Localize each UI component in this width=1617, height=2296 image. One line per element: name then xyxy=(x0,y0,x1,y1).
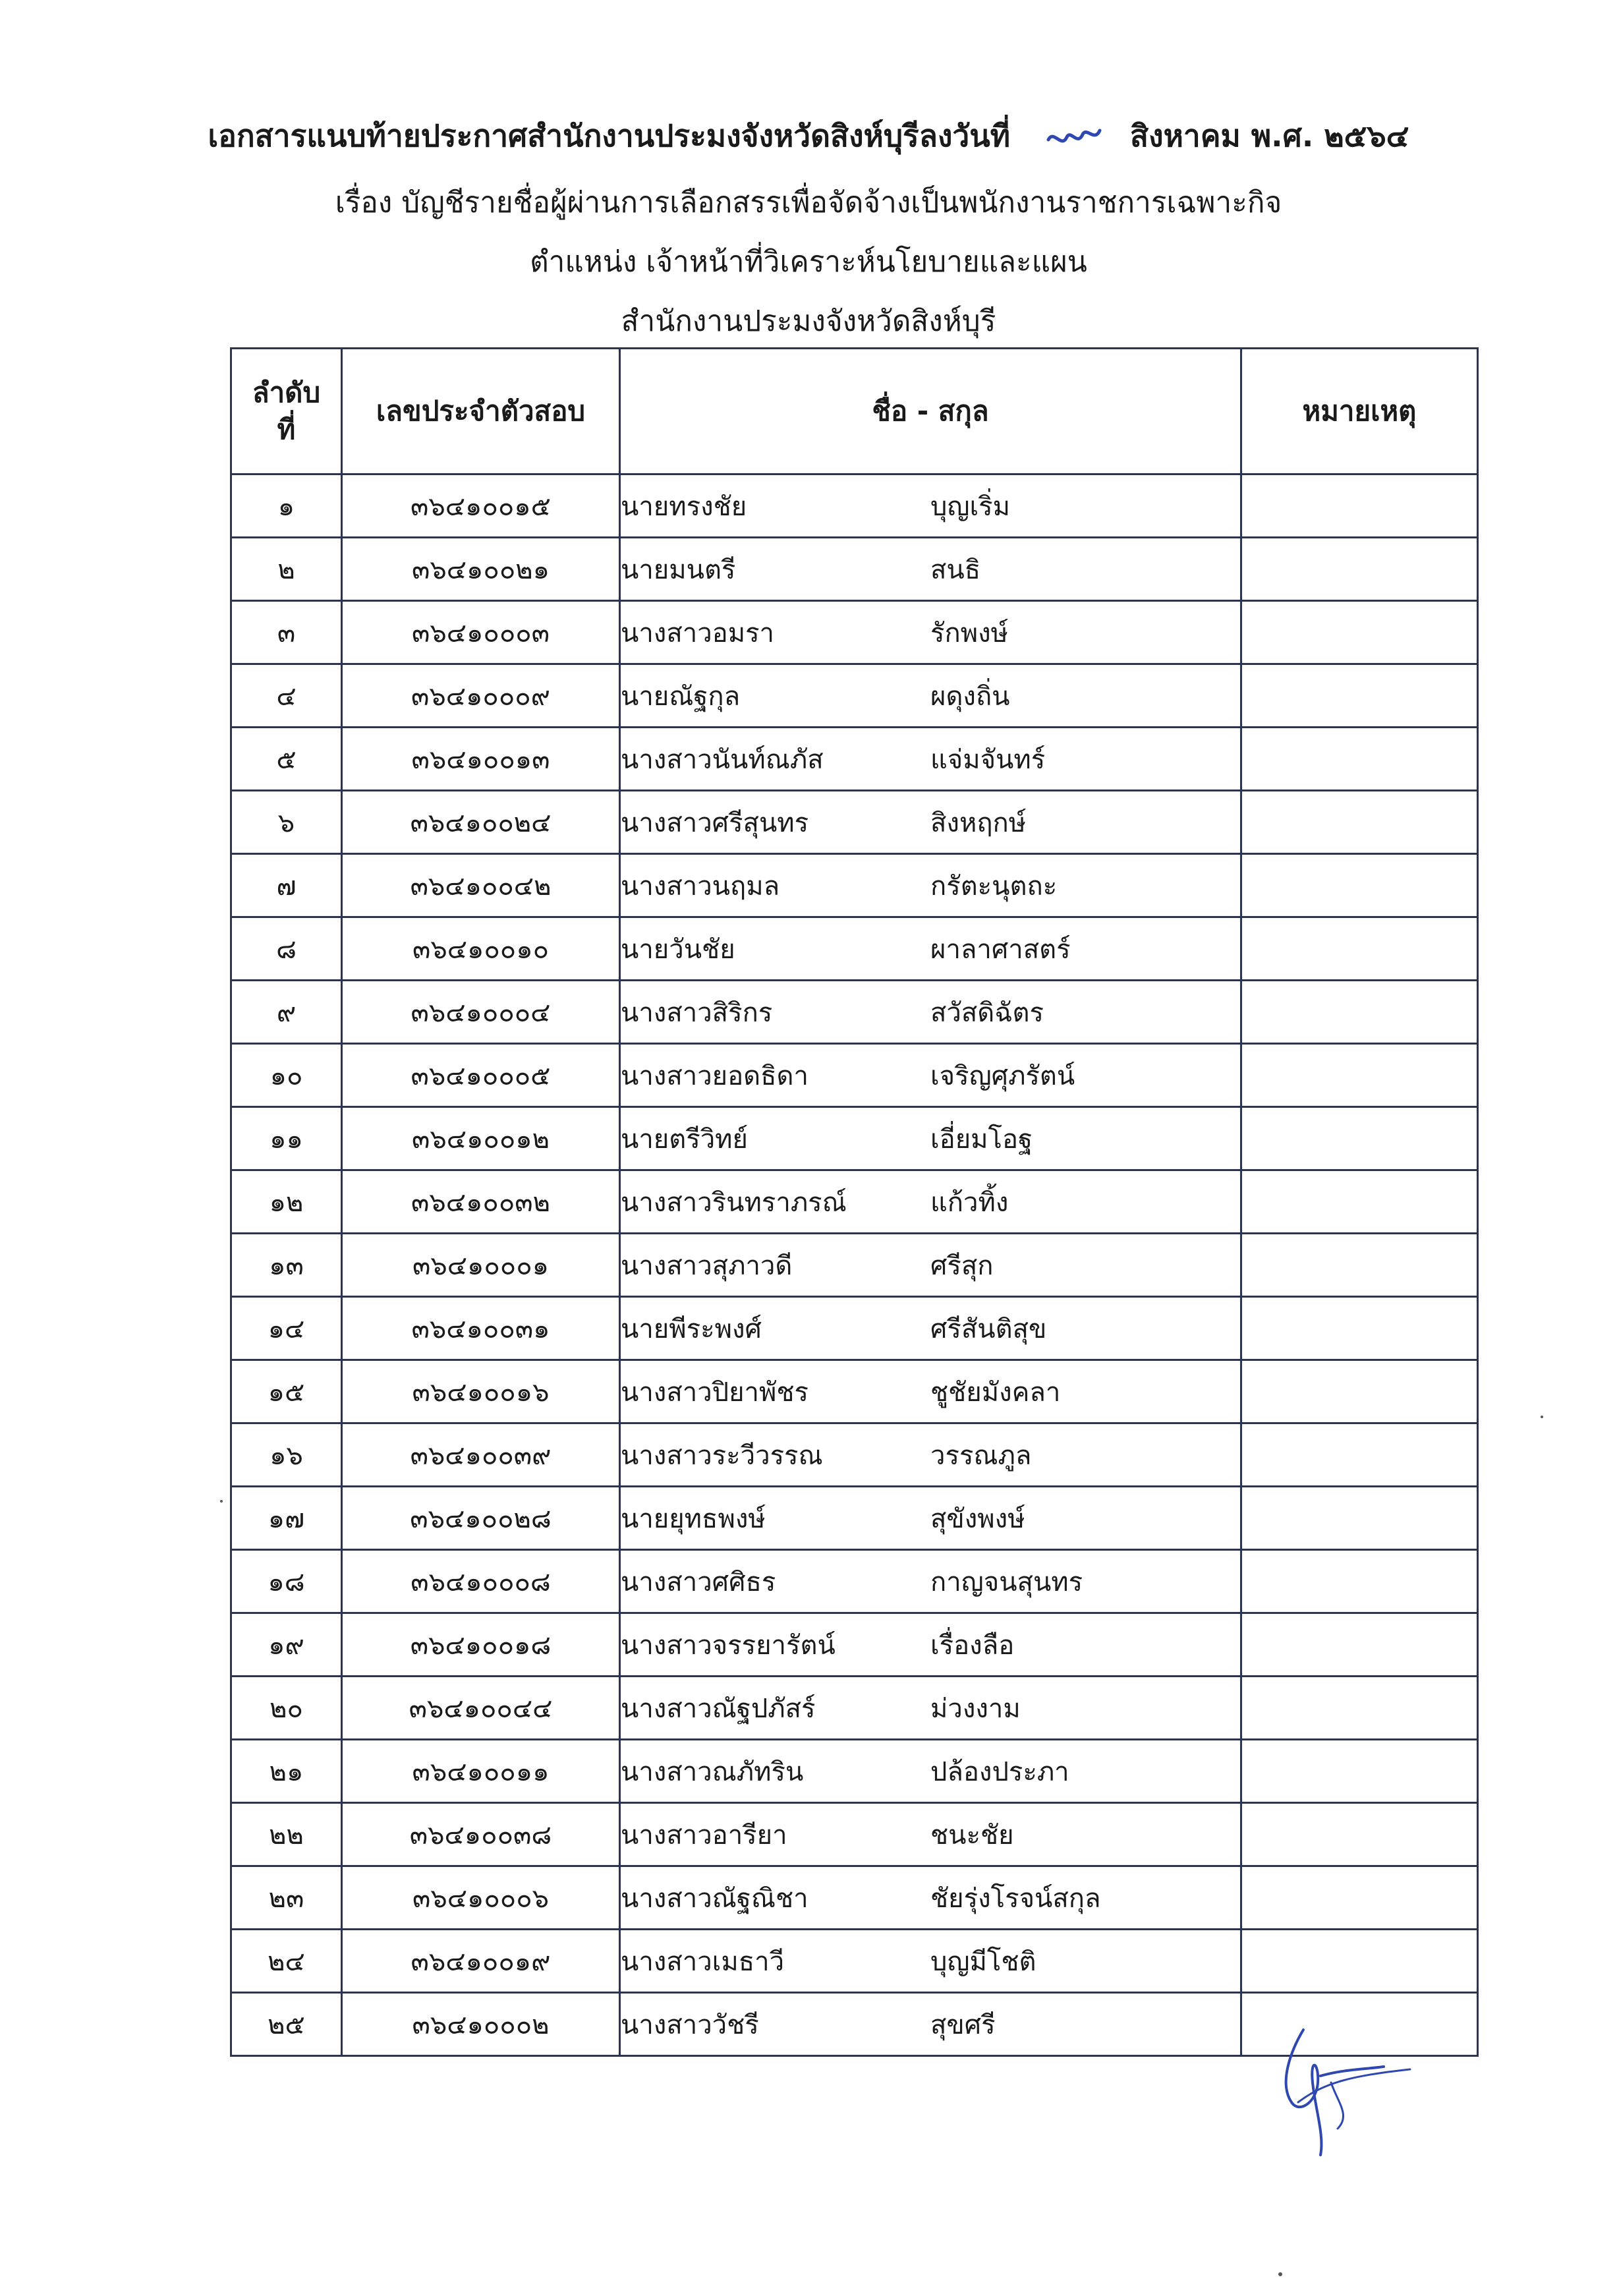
last-name: เอี่ยมโอฐ xyxy=(930,1124,1033,1155)
remark xyxy=(1241,1297,1478,1360)
exam-id: ๓๖๔๑๐๐๑๖ xyxy=(342,1360,620,1423)
table-row xyxy=(231,1234,1478,1297)
table-row xyxy=(231,791,1478,854)
candidate-name xyxy=(620,791,1241,854)
first-name: นางสาวณัฐปภัสร์ xyxy=(621,1693,816,1724)
first-name: นางสาวณัฐณิชา xyxy=(621,1883,808,1914)
first-name: นางสาวเมธาวี xyxy=(621,1946,785,1977)
first-name: นางสาวอารียา xyxy=(621,1820,787,1851)
remark xyxy=(1241,538,1478,601)
table-row xyxy=(231,1930,1478,1993)
remark xyxy=(1241,1740,1478,1803)
row-number: ๒๐ xyxy=(231,1677,342,1740)
row-number: ๙ xyxy=(231,981,342,1044)
table-row xyxy=(231,917,1478,981)
header-exam-id: เลขประจำตัวสอบ xyxy=(342,349,620,474)
scan-speck xyxy=(1541,1416,1543,1418)
candidate-name xyxy=(620,1423,1241,1487)
table-row xyxy=(231,1487,1478,1550)
row-number: ๕ xyxy=(231,728,342,791)
exam-id: ๓๖๔๑๐๐๔๒ xyxy=(342,854,620,917)
row-number: ๑๒ xyxy=(231,1170,342,1234)
first-name: นางสาวศรีสุนทร xyxy=(621,807,809,838)
first-name: นางสาวปิยาพัชร xyxy=(621,1377,808,1408)
row-number: ๓ xyxy=(231,601,342,664)
title-prefix: เอกสารแนบท้ายประกาศสำนักงานประมงจังหวัดสิงห์บุรีลงวันที่ xyxy=(208,118,1011,154)
exam-id: ๓๖๔๑๐๐๓๘ xyxy=(342,1803,620,1866)
remark xyxy=(1241,1234,1478,1297)
handwritten-day-mark xyxy=(1044,120,1104,159)
remark xyxy=(1241,474,1478,538)
last-name: ปล้องประภา xyxy=(930,1756,1069,1787)
first-name: นางสาวจรรยารัตน์ xyxy=(621,1630,836,1661)
remark xyxy=(1241,791,1478,854)
exam-id: ๓๖๔๑๐๐๒๑ xyxy=(342,538,620,601)
candidate-name xyxy=(620,1866,1241,1930)
exam-id: ๓๖๔๑๐๐๐๒ xyxy=(342,1993,620,2056)
last-name: ชนะชัย xyxy=(930,1820,1014,1851)
office-name: สำนักงานประมงจังหวัดสิงห์บุรี xyxy=(621,304,996,338)
candidate-name xyxy=(620,1487,1241,1550)
row-number: ๑ xyxy=(231,474,342,538)
exam-id: ๓๖๔๑๐๐๓๙ xyxy=(342,1423,620,1487)
signature xyxy=(1252,2003,1423,2162)
exam-id: ๓๖๔๑๐๐๓๒ xyxy=(342,1170,620,1234)
last-name: ชัยรุ่งโรจน์สกุล xyxy=(930,1883,1101,1914)
first-name: นางสาวสุภาวดี xyxy=(621,1250,793,1281)
table-row xyxy=(231,1423,1478,1487)
first-name: นางสาวศศิธร xyxy=(621,1566,776,1597)
exam-id: ๓๖๔๑๐๐๐๑ xyxy=(342,1234,620,1297)
candidate-table xyxy=(230,347,1479,2057)
row-number: ๘ xyxy=(231,917,342,981)
exam-id: ๓๖๔๑๐๐๐๓ xyxy=(342,601,620,664)
first-name: นางสาวยอดธิดา xyxy=(621,1060,808,1091)
row-number: ๒ xyxy=(231,538,342,601)
remark xyxy=(1241,601,1478,664)
table-header-row xyxy=(231,349,1478,474)
last-name: บุญมีโชติ xyxy=(930,1946,1036,1977)
first-name: นางสาวสิริกร xyxy=(621,997,773,1028)
last-name: สุขศรี xyxy=(930,2009,996,2040)
scan-speck xyxy=(1278,2272,1282,2276)
exam-id: ๓๖๔๑๐๐๑๘ xyxy=(342,1613,620,1677)
last-name: ผาลาศาสตร์ xyxy=(930,934,1071,965)
header-order-line1: ลำดับ xyxy=(252,376,321,409)
row-number: ๑๔ xyxy=(231,1297,342,1360)
row-number: ๒๓ xyxy=(231,1866,342,1930)
table-row xyxy=(231,1613,1478,1677)
candidate-name xyxy=(620,981,1241,1044)
exam-id: ๓๖๔๑๐๐๑๐ xyxy=(342,917,620,981)
first-name: นางสาวรินทราภรณ์ xyxy=(621,1187,847,1218)
exam-id: ๓๖๔๑๐๐๐๕ xyxy=(342,1044,620,1107)
exam-id: ๓๖๔๑๐๐๑๒ xyxy=(342,1107,620,1170)
header-name: ชื่อ - สกุล xyxy=(620,349,1241,474)
remark xyxy=(1241,1487,1478,1550)
candidate-name xyxy=(620,854,1241,917)
first-name: นางสาวนฤมล xyxy=(621,871,780,902)
candidate-name xyxy=(620,1234,1241,1297)
table-row xyxy=(231,1360,1478,1423)
table-row xyxy=(231,1044,1478,1107)
table-row xyxy=(231,474,1478,538)
first-name: นางสาววัชรี xyxy=(621,2009,759,2040)
table-row xyxy=(231,1170,1478,1234)
remark xyxy=(1241,1107,1478,1170)
exam-id: ๓๖๔๑๐๐๐๙ xyxy=(342,664,620,728)
position-title: ตำแหน่ง เจ้าหน้าที่วิเคราะห์นโยบายและแผน xyxy=(530,245,1087,279)
row-number: ๒๕ xyxy=(231,1993,342,2056)
row-number: ๑๙ xyxy=(231,1613,342,1677)
last-name: รักพงษ์ xyxy=(930,617,1008,648)
last-name: ศรีสันติสุข xyxy=(930,1313,1047,1344)
first-name: นายวันชัย xyxy=(621,934,735,965)
candidate-name xyxy=(620,1044,1241,1107)
row-number: ๔ xyxy=(231,664,342,728)
exam-id: ๓๖๔๑๐๐๓๑ xyxy=(342,1297,620,1360)
row-number: ๗ xyxy=(231,854,342,917)
remark xyxy=(1241,1170,1478,1234)
last-name: สุขังพงษ์ xyxy=(930,1503,1025,1534)
last-name: วรรณภูล xyxy=(930,1440,1032,1471)
last-name: แก้วทิ้ง xyxy=(930,1187,1009,1218)
first-name: นางสาวนันท์ณภัส xyxy=(621,744,824,775)
remark xyxy=(1241,1866,1478,1930)
remark xyxy=(1241,981,1478,1044)
first-name: นายตรีวิทย์ xyxy=(621,1124,748,1155)
row-number: ๑๗ xyxy=(231,1487,342,1550)
row-number: ๑๘ xyxy=(231,1550,342,1613)
remark xyxy=(1241,1423,1478,1487)
candidate-name xyxy=(620,1993,1241,2056)
scan-speck xyxy=(220,1500,223,1503)
remark xyxy=(1241,1360,1478,1423)
row-number: ๖ xyxy=(231,791,342,854)
candidate-name xyxy=(620,1550,1241,1613)
row-number: ๑๕ xyxy=(231,1360,342,1423)
exam-id: ๓๖๔๑๐๐๐๔ xyxy=(342,981,620,1044)
table-row xyxy=(231,1803,1478,1866)
remark xyxy=(1241,728,1478,791)
last-name: เจริญศุภรัตน์ xyxy=(930,1060,1075,1091)
row-number: ๒๔ xyxy=(231,1930,342,1993)
row-number: ๑๓ xyxy=(231,1234,342,1297)
table-row xyxy=(231,664,1478,728)
remark xyxy=(1241,854,1478,917)
table-row xyxy=(231,1297,1478,1360)
last-name: เรื่องลือ xyxy=(930,1630,1015,1661)
first-name: นางสาวอมรา xyxy=(621,617,775,648)
candidate-name xyxy=(620,601,1241,664)
row-number: ๒๑ xyxy=(231,1740,342,1803)
row-number: ๑๑ xyxy=(231,1107,342,1170)
remark xyxy=(1241,1803,1478,1866)
first-name: นายทรงชัย xyxy=(621,491,747,522)
candidate-name xyxy=(620,664,1241,728)
remark xyxy=(1241,1550,1478,1613)
remark xyxy=(1241,1044,1478,1107)
candidate-name xyxy=(620,1107,1241,1170)
last-name: สวัสดิฉัตร xyxy=(930,997,1044,1028)
table-row xyxy=(231,601,1478,664)
exam-id: ๓๖๔๑๐๐๒๔ xyxy=(342,791,620,854)
table-row xyxy=(231,538,1478,601)
remark xyxy=(1241,1677,1478,1740)
candidate-name xyxy=(620,1930,1241,1993)
candidate-name xyxy=(620,1297,1241,1360)
last-name: ศรีสุก xyxy=(930,1250,994,1281)
exam-id: ๓๖๔๑๐๐๒๘ xyxy=(342,1487,620,1550)
header-remark: หมายเหตุ xyxy=(1241,349,1478,474)
header-order xyxy=(231,349,342,474)
exam-id: ๓๖๔๑๐๐๑๕ xyxy=(342,474,620,538)
candidate-name xyxy=(620,1170,1241,1234)
row-number: ๑๐ xyxy=(231,1044,342,1107)
table-row xyxy=(231,1550,1478,1613)
first-name: นางสาวระวีวรรณ xyxy=(621,1440,823,1471)
last-name: สิงหฤกษ์ xyxy=(930,807,1027,838)
candidate-name xyxy=(620,1740,1241,1803)
exam-id: ๓๖๔๑๐๐๐๘ xyxy=(342,1550,620,1613)
remark xyxy=(1241,664,1478,728)
candidate-name xyxy=(620,1803,1241,1866)
first-name: นายพีระพงศ์ xyxy=(621,1313,762,1344)
table-body xyxy=(231,474,1478,2056)
table-row xyxy=(231,728,1478,791)
document-subject: เรื่อง บัญชีรายชื่อผู้ผ่านการเลือกสรรเพื่อจัดจ้างเป็นพนักงานราชการเฉพาะกิจ xyxy=(335,186,1282,219)
exam-id: ๓๖๔๑๐๐๑๙ xyxy=(342,1930,620,1993)
exam-id: ๓๖๔๑๐๐๔๔ xyxy=(342,1677,620,1740)
table-row xyxy=(231,1677,1478,1740)
first-name: นางสาวณภัทริน xyxy=(621,1756,804,1787)
document-title xyxy=(0,112,1617,160)
remark xyxy=(1241,1613,1478,1677)
exam-id: ๓๖๔๑๐๐๑๑ xyxy=(342,1740,620,1803)
last-name: สนธิ xyxy=(930,554,981,585)
exam-id: ๓๖๔๑๐๐๐๖ xyxy=(342,1866,620,1930)
header-order-line2: ที่ xyxy=(277,413,296,445)
table-row xyxy=(231,981,1478,1044)
table-row xyxy=(231,1107,1478,1170)
last-name: ผดุงถิ่น xyxy=(930,681,1010,712)
row-number: ๑๖ xyxy=(231,1423,342,1487)
exam-id: ๓๖๔๑๐๐๑๓ xyxy=(342,728,620,791)
candidate-name xyxy=(620,1677,1241,1740)
row-number: ๒๒ xyxy=(231,1803,342,1866)
remark xyxy=(1241,1930,1478,1993)
candidate-name xyxy=(620,1613,1241,1677)
last-name: แจ่มจันทร์ xyxy=(930,744,1046,775)
last-name: กรัตะนุตถะ xyxy=(930,871,1058,902)
table-row xyxy=(231,1740,1478,1803)
candidate-name xyxy=(620,1360,1241,1423)
table-row xyxy=(231,1866,1478,1930)
candidate-name xyxy=(620,917,1241,981)
first-name: นายมนตรี xyxy=(621,554,736,585)
first-name: นายยุทธพงษ์ xyxy=(621,1503,766,1534)
title-suffix: สิงหาคม พ.ศ. ๒๕๖๔ xyxy=(1130,118,1409,154)
last-name: ชูชัยมังคลา xyxy=(930,1377,1061,1408)
first-name: นายณัฐกุล xyxy=(621,681,741,712)
last-name: กาญจนสุนทร xyxy=(930,1566,1083,1597)
last-name: ม่วงงาม xyxy=(930,1693,1021,1724)
remark xyxy=(1241,917,1478,981)
table-row xyxy=(231,854,1478,917)
candidate-name xyxy=(620,728,1241,791)
candidate-name xyxy=(620,538,1241,601)
candidate-name xyxy=(620,474,1241,538)
last-name: บุญเริ่ม xyxy=(930,491,1010,522)
